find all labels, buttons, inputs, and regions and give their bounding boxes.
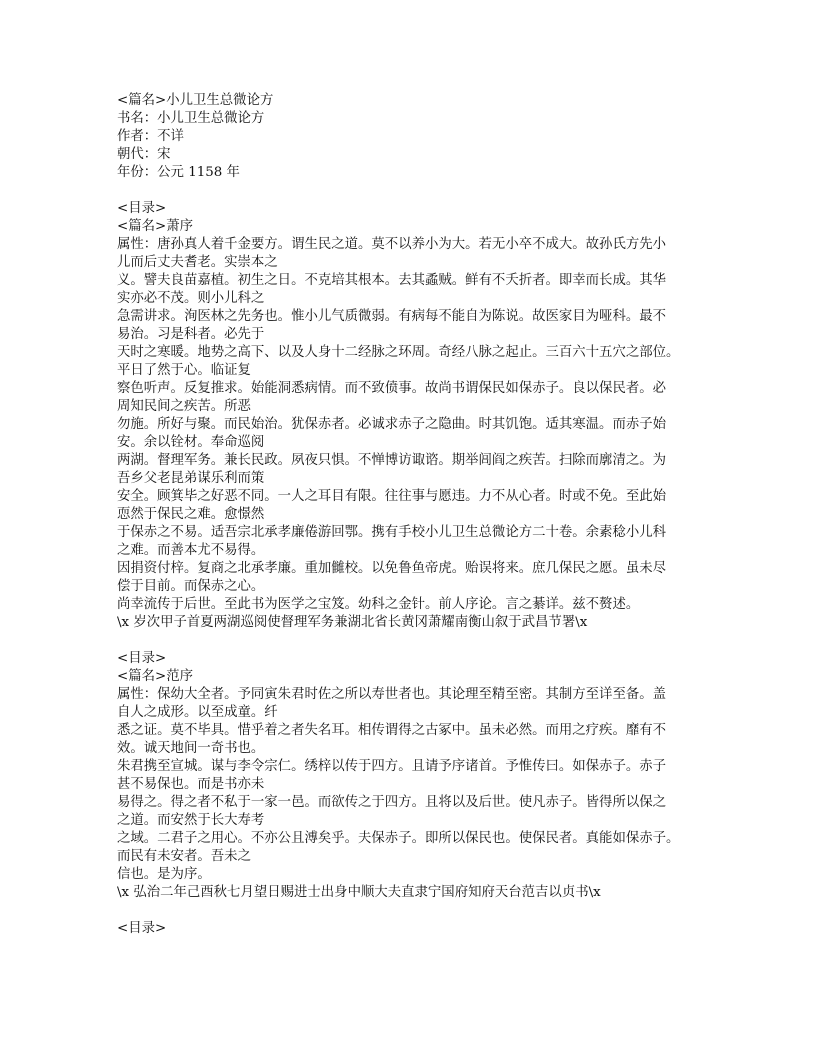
spacer — [117, 632, 702, 650]
spacer — [117, 182, 702, 200]
book-name: 书名：小儿卫生总微论方 — [117, 111, 265, 126]
author: 作者：不详 — [117, 129, 184, 144]
text-line: 偿于目前。而保赤之心。 — [117, 579, 265, 594]
text-line: 急需讲求。洵医林之先务也。惟小儿气质微弱。有病每不能自为陈说。故医家目为哑科。最不 — [117, 309, 667, 324]
text-line: 于保赤之不易。适吾宗北承孝廉倦游回鄂。携有手校小儿卫生总微论方二十卷。余素稔小儿科 — [117, 525, 667, 540]
text-line: 之难。而善本尤不易得。 — [117, 543, 265, 558]
text-line: 吾乡父老昆弟谋乐利而策 — [117, 471, 265, 486]
text-line: 勿施。所好与聚。而民始治。犹保赤者。必诚求赤子之隐曲。时其饥饱。适其寒温。而赤子始 — [117, 417, 667, 432]
text-line: 安。余以铨材。奉命巡阅 — [117, 435, 265, 450]
toc-tag: <目录> — [117, 651, 167, 666]
text-line: 悉之证。莫不毕具。惜乎着之者失名耳。相传谓得之古冢中。虽未必然。而用之疗疾。靡有不 — [117, 723, 667, 738]
text-line: 恧然于保民之难。愈憬然 — [117, 507, 265, 522]
footer — [117, 920, 702, 938]
chapter-title: <篇名>范序 — [117, 669, 194, 684]
toc-tag: <目录> — [117, 921, 167, 936]
text-line: 因捐资付梓。复商之北承孝廉。重加雠校。以免鲁鱼帝虎。贻误将来。庶几保民之愿。虽未尽 — [117, 561, 667, 576]
signature-line: \x 岁次甲子首夏两湖巡阅使督理军务兼湖北省长黄冈萧耀南衡山叙于武昌节署\x — [117, 615, 588, 630]
year: 年份：公元 1158 年 — [117, 165, 240, 180]
text-line: 义。譬夫良苗嘉植。初生之日。不克培其根本。去其蟊贼。鲜有不夭折者。即幸而长成。其华 — [117, 273, 667, 288]
dynasty: 朝代：宋 — [117, 147, 171, 162]
book-metadata — [117, 92, 702, 182]
section-xiao-preface — [117, 200, 702, 632]
document-page — [117, 92, 702, 938]
spacer — [117, 902, 702, 920]
text-line: 之域。二君子之用心。不亦公且溥矣乎。夫保赤子。即所以保民也。使保民者。真能如保赤子。 — [117, 831, 680, 846]
text-line: 安全。顾箕毕之好恶不同。一人之耳目有限。往往事与愿违。力不从心者。时或不免。至此始 — [117, 489, 667, 504]
chapter-title: <篇名>萧序 — [117, 219, 194, 234]
chapter-title: <篇名>小儿卫生总微论方 — [117, 93, 274, 108]
text-line: 天时之寒暖。地势之高下、以及人身十二经脉之环周。奇经八脉之起止。三百六十五穴之部位。 — [117, 345, 680, 360]
text-line: 之道。而安然于长大寿考 — [117, 813, 265, 828]
text-line: 而民有未安者。吾未之 — [117, 849, 251, 864]
section-fan-preface — [117, 650, 702, 902]
text-line: 甚不易保也。而是书亦未 — [117, 777, 265, 792]
text-line: 察色听声。反复推求。始能洞悉病情。而不致偾事。故尚书谓保民如保赤子。良以保民者。必 — [117, 381, 667, 396]
signature-line: \x 弘治二年己酉秋七月望日赐进士出身中顺大夫直隶宁国府知府天台范吉以贞书\x — [117, 885, 601, 900]
text-line: 自人之成形。以至成童。纤 — [117, 705, 278, 720]
text-line: 属性：保幼大全者。予同寅朱君时佐之所以寿世者也。其论理至精至密。其制方至详至备。盖 — [117, 687, 667, 702]
text-line: 信也。是为序。 — [117, 867, 211, 882]
text-line: 属性：唐孙真人着千金要方。谓生民之道。莫不以养小为大。若无小卒不成大。故孙氏方先小 — [117, 237, 667, 252]
text-line: 平日了然于心。临证复 — [117, 363, 251, 378]
text-line: 朱君携至宣城。谋与李令宗仁。绣梓以传于四方。且请予序诸首。予惟传曰。如保赤子。赤子 — [117, 759, 667, 774]
text-line: 实亦必不茂。则小儿科之 — [117, 291, 265, 306]
text-line: 易得之。得之者不私于一家一邑。而欲传之于四方。且将以及后世。使凡赤子。皆得所以保之 — [117, 795, 667, 810]
text-line: 易治。习是科者。必先于 — [117, 327, 265, 342]
text-line: 尚幸流传于后世。至此书为医学之宝笈。幼科之金针。前人序论。言之綦详。兹不赘述。 — [117, 597, 640, 612]
toc-tag: <目录> — [117, 201, 167, 216]
text-line: 周知民间之疾苦。所恶 — [117, 399, 251, 414]
text-line: 两湖。督理军务。兼长民政。夙夜只惧。不惮博访诹谘。期举闾阎之疾苦。扫除而廓清之。为 — [117, 453, 667, 468]
text-line: 儿而后丈夫耆老。实崇本之 — [117, 255, 278, 270]
text-line: 效。诚天地间一奇书也。 — [117, 741, 265, 756]
